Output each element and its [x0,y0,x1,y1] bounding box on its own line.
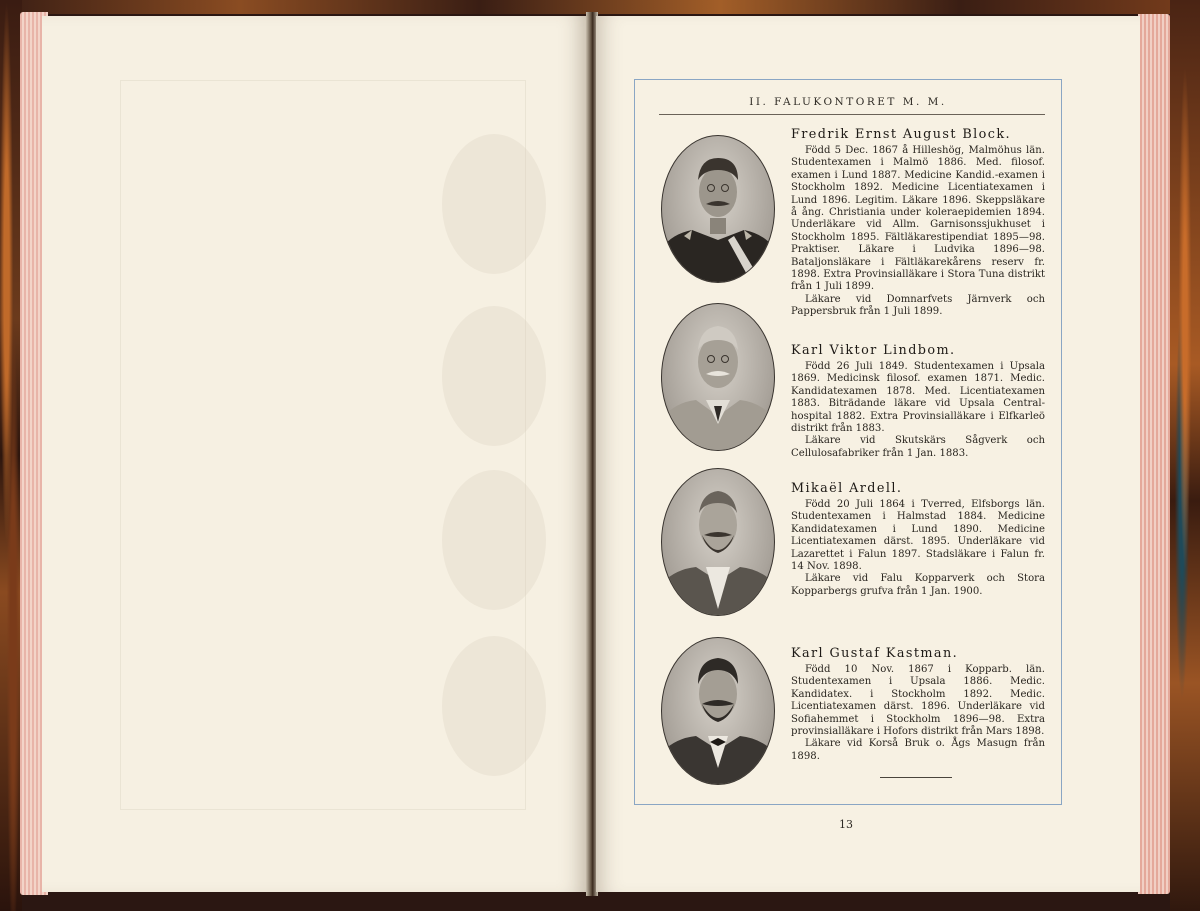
portrait-photo-block [661,468,775,616]
show-through-portrait [442,134,546,274]
page-edges-right [1138,14,1170,894]
biography-text: Född 5 Dec. 1867 å Hilleshög, Malmöhus län. Studentexamen i Malmö 1886. Med. filosof. examen i Lund 1887. Medicine Kandid.-examen i Stockholm 1892. Medicine Licentiatexamen i Lund 1896. Legitim. Läkare 1896. Skeppsläkare å ång. Christiania under koleraepidemien 1894. Underläkare vid Allm. Garnisonssjukhuset i Stockholm 1895. Fältläkarestipendiat 1895—98. Praktiser. Läkare i Ludvika 1896—98. Bataljonsläkare i Fältläkarekårens reserv fr. 1898. Extra Provinsialläkare i Stora Tuna distrikt från 1 Juli 1899. [791,145,1045,293]
show-through-portrait [442,636,546,776]
biography-text: Läkare vid Korså Bruk o. Ågs Masugn från 1898. [791,738,1045,762]
left-page [42,16,586,892]
biography-entry [791,127,1045,319]
running-header: II. FALUKONTORET M. M. [749,96,947,108]
biography-text: Läkare vid Domnarfvets Järnverk och Pappersbruk från 1 Juli 1899. [791,293,1045,318]
biography-text: Född 10 Nov. 1867 i Kopparb. län. Studentexamen i Upsala 1886. Medic. Kandidatex. i Stockholm 1892. Medic. Licentiatexamen därst. 1896. Underläkare vid Sofiahemmet i Stockholm 1896—98. Extra provinsialläkare i Hofors distrikt från Mars 1898. [791,664,1045,738]
biography-text: Född 20 Juli 1864 i Tverred, Elfsborgs län. Studentexamen i Halmstad 1884. Medicine Kandidatexamen i Lund 1890. Medicine Licentiatexamen därst. 1895. Underläkare vid Lazarettet i Falun 1897. Stadsläkare i Falun fr. 14 Nov. 1898. [791,499,1045,573]
book-cover-edge [0,0,1200,14]
person-name: Mikaël Ardell. [791,481,903,496]
person-name: Fredrik Ernst August Block. [791,127,1011,142]
header-rule [659,114,1045,115]
page-number: 13 [839,818,853,831]
person-name: Karl Viktor Lindbom. [791,343,956,358]
marbled-endpaper-right [1170,0,1200,911]
page-frame [634,79,1062,805]
closing-rule [880,777,952,778]
person-name: Karl Gustaf Kastman. [791,646,959,661]
portrait-photo-block [661,303,775,451]
biography-entry [791,343,1045,460]
portrait-illustration [662,136,774,282]
portrait-photo-block [661,637,775,785]
portrait-photo-block [661,135,775,283]
portrait-illustration [662,469,774,615]
biography-text: Läkare vid Skutskärs Sågverk och Cellulosafabriker från 1 Jan. 1883. [791,435,1045,459]
right-page [596,16,1140,892]
biography-entry [791,646,1045,763]
biography-entry [791,481,1045,598]
show-through-portrait [442,306,546,446]
biography-text: Född 26 Juli 1849. Studentexamen i Upsala 1869. Medicinsk filosof. examen 1871. Medic. Kandidatexamen 1878. Med. Licentiatexamen 1883. Biträdande läkare vid Upsala Central-hospital 1882. Extra Provinsialläkare i Elfkarleö distrikt från 1883. [791,361,1045,435]
show-through-portrait [442,470,546,610]
biography-text: Läkare vid Falu Kopparverk och Stora Kopparbergs grufva från 1 Jan. 1900. [791,573,1045,597]
portrait-illustration [662,638,774,784]
marbled-endpaper-left [0,0,22,911]
portrait-illustration [662,304,774,450]
